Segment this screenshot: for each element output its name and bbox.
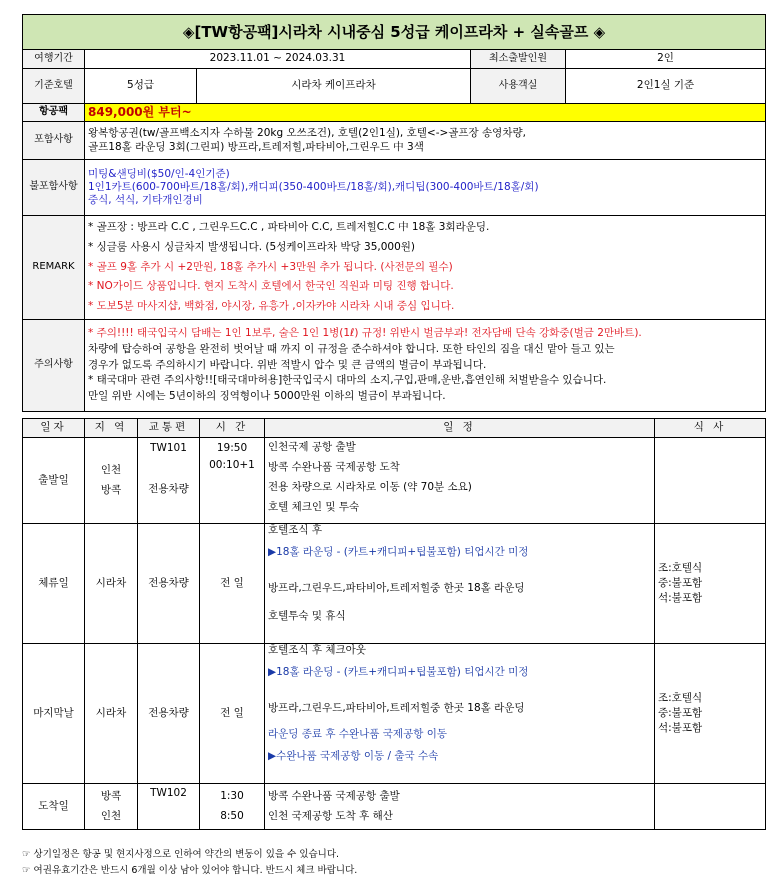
hotel-grade: 5성급 xyxy=(85,69,197,104)
transport-cell xyxy=(138,438,200,524)
schedule-item: 방콕 수완나품 국제공항 도착 xyxy=(268,460,400,473)
transport-text: TW102 xyxy=(150,787,187,799)
schedule-row xyxy=(23,524,766,644)
caution-label: 주의사항 xyxy=(23,320,85,412)
caution-line: 만일 위반 시에는 5년이하의 징역형이나 5000만원 이하의 벌금이 부과됩니다. xyxy=(88,390,446,403)
remark-content xyxy=(85,216,766,320)
hotel-label: 기준호텔 xyxy=(23,69,85,104)
schedule-items xyxy=(265,524,655,644)
excluded-label: 불포함사항 xyxy=(23,160,85,216)
schedule-row xyxy=(23,784,766,830)
remark-line: * NO가이드 상품입니다. 현지 도착시 호텔에서 한국인 직원과 미팅 진행 합니다. xyxy=(88,280,454,293)
col-header-region: 지 역 xyxy=(85,419,138,438)
schedule-items xyxy=(265,784,655,830)
remark-line: * 골프 9홀 추가 시 +2만원, 18홀 추가시 +3만원 추가 됩니다. (사전문의 필수) xyxy=(88,260,453,273)
schedule-items xyxy=(265,438,655,524)
time-text: 8:50 xyxy=(220,809,244,822)
excluded-content xyxy=(85,160,766,216)
excluded-line: 1인1카트(600-700바트/18홀/회),캐디피(350-400바트/18홀/회),캐디팁(300-400바트/18홀/회) xyxy=(88,180,539,193)
info-table xyxy=(22,14,766,412)
col-header-schedule: 일 정 xyxy=(265,419,655,438)
page-title: ◈[TW항공팩]시라차 시내중심 5성급 케이프라차 + 실속골프 ◈ xyxy=(23,15,766,50)
airpack-label: 항공팩 xyxy=(23,104,85,122)
day-label: 출발일 xyxy=(23,438,85,524)
col-header-transport: 교통편 xyxy=(138,419,200,438)
caution-line: * 주의!!!! 태국입국시 담배는 1인 1보루, 술은 1인 1병(1ℓ) 규정! 위반시 벌금부과! 전자담배 단속 강화중(벌금 2만바트). xyxy=(88,327,642,340)
day-label: 체류일 xyxy=(23,524,85,644)
included-content xyxy=(85,122,766,160)
schedule-item: 호텔 체크인 및 투숙 xyxy=(268,500,360,513)
time-text: 전 일 xyxy=(200,524,265,644)
transport-text: 전용차량 xyxy=(138,524,200,644)
included-line: 왕복항공권(tw/골프백소지자 수하물 20kg 오쓰조건), 호텔(2인1실), 호텔<->골프장 송영차량, xyxy=(88,127,526,140)
col-header-time: 시 간 xyxy=(200,419,265,438)
day-label: 마지막날 xyxy=(23,644,85,784)
footnote: ☞ 상기일정은 항공 및 현지사정으로 인하여 약간의 변동이 있을 수 있습니다. xyxy=(22,849,340,860)
footnote: ☞ 여권유효기간은 반드시 6개월 이상 남아 있어야 합니다. 반드시 체크 바랍니다. xyxy=(22,865,358,876)
meal-text: 석:불포함 xyxy=(658,722,703,735)
transport-text: 전용차량 xyxy=(148,483,189,496)
schedule-item: 라운딩 종료 후 수완나품 국제공항 이동 xyxy=(268,728,447,740)
region-text: 시라차 xyxy=(85,644,138,784)
region-text: 인천 xyxy=(100,809,122,822)
excluded-line: 미팅&샌딩비($50/인-4인기준) xyxy=(88,167,230,180)
day-label: 도착일 xyxy=(23,784,85,830)
meal-text: 중:불포함 xyxy=(658,576,703,589)
time-text: 전 일 xyxy=(200,644,265,784)
min-people-value: 2인 xyxy=(566,50,766,69)
price: 849,000원 부터~ xyxy=(85,104,766,122)
caution-content xyxy=(85,320,766,412)
col-header-day: 일자 xyxy=(23,419,85,438)
time-text: 19:50 xyxy=(216,442,248,454)
col-header-meals: 식 사 xyxy=(655,419,766,438)
schedule-item: 호텔조식 후 xyxy=(268,524,323,536)
remark-line: * 도보5분 마사지샵, 백화점, 야시장, 유흥가 ,이자카야 시라차 시내 중심 입니다. xyxy=(88,300,455,313)
time-cell xyxy=(200,784,265,830)
hotel-name: 시라차 케이프라차 xyxy=(197,69,471,104)
schedule-row xyxy=(23,644,766,784)
meal-text: 조:호텔식 xyxy=(658,561,703,574)
region-text: 방콕 xyxy=(100,789,122,802)
time-text: 00:10+1 xyxy=(209,459,255,472)
schedule-table xyxy=(22,418,766,830)
meals-cell xyxy=(655,438,766,524)
time-cell xyxy=(200,438,265,524)
included-line: 골프18홀 라운딩 3회(그린피) 방프라,트레저힐,파타비아,그린우드 中 3색 xyxy=(88,140,424,153)
region-text: 시라차 xyxy=(85,524,138,644)
transport-cell xyxy=(138,784,200,830)
meal-text: 조:호텔식 xyxy=(658,691,703,704)
schedule-item: ▶18홀 라운딩 - (카트+캐디피+팁불포함) 티업시간 미정 xyxy=(268,546,529,558)
time-text: 1:30 xyxy=(220,789,244,802)
caution-line: * 태국대마 관련 주의사항!![태국대마허용]한국입국시 대마의 소지,구입,판매,운반,흡연인해 처벌받을수 있습니다. xyxy=(88,374,607,387)
meal-text: 중:불포함 xyxy=(658,706,703,719)
meals-cell xyxy=(655,784,766,830)
schedule-item: 호텔조식 후 체크아웃 xyxy=(268,644,366,656)
excluded-line: 중식, 석식, 기타개인경비 xyxy=(88,194,203,207)
meals-cell xyxy=(655,524,766,644)
schedule-item: ▶수완나품 국제공항 이동 / 출국 수속 xyxy=(268,750,439,762)
min-people-label: 최소출발인원 xyxy=(471,50,566,69)
schedule-item: 방프라,그린우드,파타비아,트레저힐중 한곳 18홀 라운딩 xyxy=(268,702,525,714)
included-label: 포함사항 xyxy=(23,122,85,160)
region-cell xyxy=(85,438,138,524)
schedule-item: 인천 국제공항 도착 후 해산 xyxy=(268,809,393,822)
transport-text: TW101 xyxy=(150,442,187,454)
schedule-item: 방콕 수완나품 국제공항 출발 xyxy=(268,789,400,802)
schedule-item: 방프라,그린우드,파타비아,트레저힐중 한곳 18홀 라운딩 xyxy=(268,582,525,594)
period-label: 여행기간 xyxy=(23,50,85,69)
schedule-item: 인천국제 공항 출발 xyxy=(268,441,356,453)
transport-text: 전용차량 xyxy=(138,644,200,784)
schedule-item: 호텔투숙 및 휴식 xyxy=(268,610,346,622)
caution-line: 차량에 탑승하여 공항을 완전히 벗어날 때 까지 이 규정을 준수하셔야 합니다. 또한 타인의 짐을 대신 맡아 들고 있는 xyxy=(88,342,615,355)
room-label: 사용객실 xyxy=(471,69,566,104)
schedule-item: ▶18홀 라운딩 - (카트+캐디피+팁불포함) 티업시간 미정 xyxy=(268,666,529,678)
room-value: 2인1실 기준 xyxy=(566,69,766,104)
schedule-row xyxy=(23,438,766,524)
itinerary-sheet xyxy=(22,14,765,830)
caution-line: 경우가 없도록 주의하시기 바랍니다. 위반 적발시 압수 및 큰 금액의 벌금이 부과됩니다. xyxy=(88,358,487,371)
schedule-items xyxy=(265,644,655,784)
region-cell xyxy=(85,784,138,830)
remark-line: * 골프장 : 방프라 C.C , 그린우드C.C , 파타비아 C.C, 트레저힐C.C 中 18홀 3회라운딩. xyxy=(88,220,490,233)
schedule-item: 전용 차량으로 시라차로 이동 (약 70분 소요) xyxy=(268,480,472,493)
region-text: 인천 xyxy=(100,463,122,476)
meals-cell xyxy=(655,644,766,784)
remark-label: REMARK xyxy=(23,216,85,320)
region-text: 방콕 xyxy=(100,483,122,496)
period-value: 2023.11.01 ~ 2024.03.31 xyxy=(85,50,471,69)
remark-line: * 싱글룸 사용시 싱글차지 발생됩니다. (5성케이프라차 박당 35,000원) xyxy=(88,240,415,253)
meal-text: 석:불포함 xyxy=(658,592,703,605)
